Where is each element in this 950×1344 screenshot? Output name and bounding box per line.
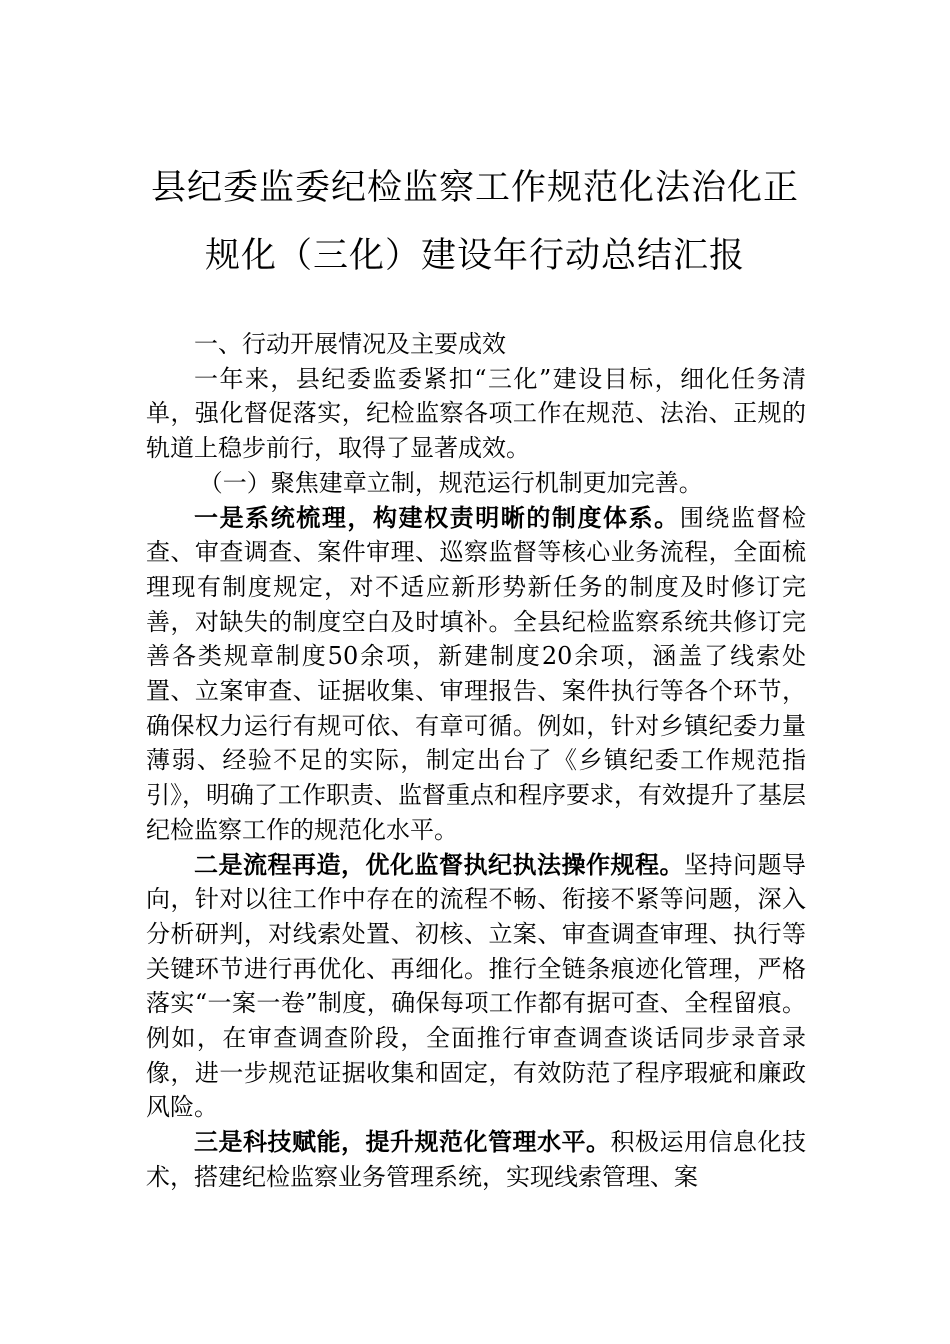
- paragraph-text: 坚持问题导向，针对以往工作中存在的流程不畅、衔接不紧等问题，深入分析研判，对线索处置、初核、立案、审查调查审理、执行等关键环节进行再优化、再细化。推行全链条痕迹化管理，严格落实“一案一卷”制度，确保每项工作都有据可查、全程留痕。例如，在审查调查阶段，全面推行审查调查谈话同步录音录像，进一步规范证据收集和固定，有效防范了程序瑕疵和廉政风险。: [146, 850, 806, 1122]
- paragraph-text: 积极运用信息化技术，搭建纪检监察业务管理系统，实现线索管理、案: [146, 1128, 806, 1191]
- paragraph-lead: 二是流程再造，优化监督执纪执法操作规程。: [194, 849, 684, 879]
- paragraph-lead: 一是系统梳理，构建权责明晰的制度体系。: [194, 502, 680, 532]
- document-title-line-2: 规化（三化）建设年行动总结汇报: [204, 236, 745, 276]
- section-heading: 一、行动开展情况及主要成效: [194, 330, 506, 358]
- document-title-line-1: 县纪委监委纪检监察工作规范化法治化正: [150, 168, 799, 208]
- body-paragraph: [146, 1125, 806, 1194]
- body-paragraph: [146, 848, 806, 1126]
- intro-paragraph: 一年来，县纪委监委紧扣“三化”建设目标，细化任务清单，强化督促落实，纪检监察各项工作在规范、法治、正规的轨道上稳步前行，取得了显著成效。: [146, 364, 806, 463]
- document-body: [146, 327, 806, 1195]
- paragraph-text: 围绕监督检查、审查调查、案件审理、巡察监督等核心业务流程，全面梳理现有制度规定，对不适应新形势新任务的制度及时修订完善，对缺失的制度空白及时填补。全县纪检监察系统共修订完善各类规章制度50余项，新建制度20余项，涵盖了线索处置、立案审查、证据收集、审理报告、案件执行等各个环节，确保权力运行有规可依、有章可循。例如，针对乡镇纪委力量薄弱、经验不足的实际，制定出台了《乡镇纪委工作规范指引》，明确了工作职责、监督重点和程序要求，有效提升了基层纪检监察工作的规范化水平。: [146, 503, 807, 844]
- paragraph-lead: 三是科技赋能，提升规范化管理水平。: [194, 1127, 611, 1157]
- body-paragraph: [146, 501, 806, 848]
- subsection-heading: （一）聚焦建章立制，规范运行机制更加完善。: [198, 468, 703, 497]
